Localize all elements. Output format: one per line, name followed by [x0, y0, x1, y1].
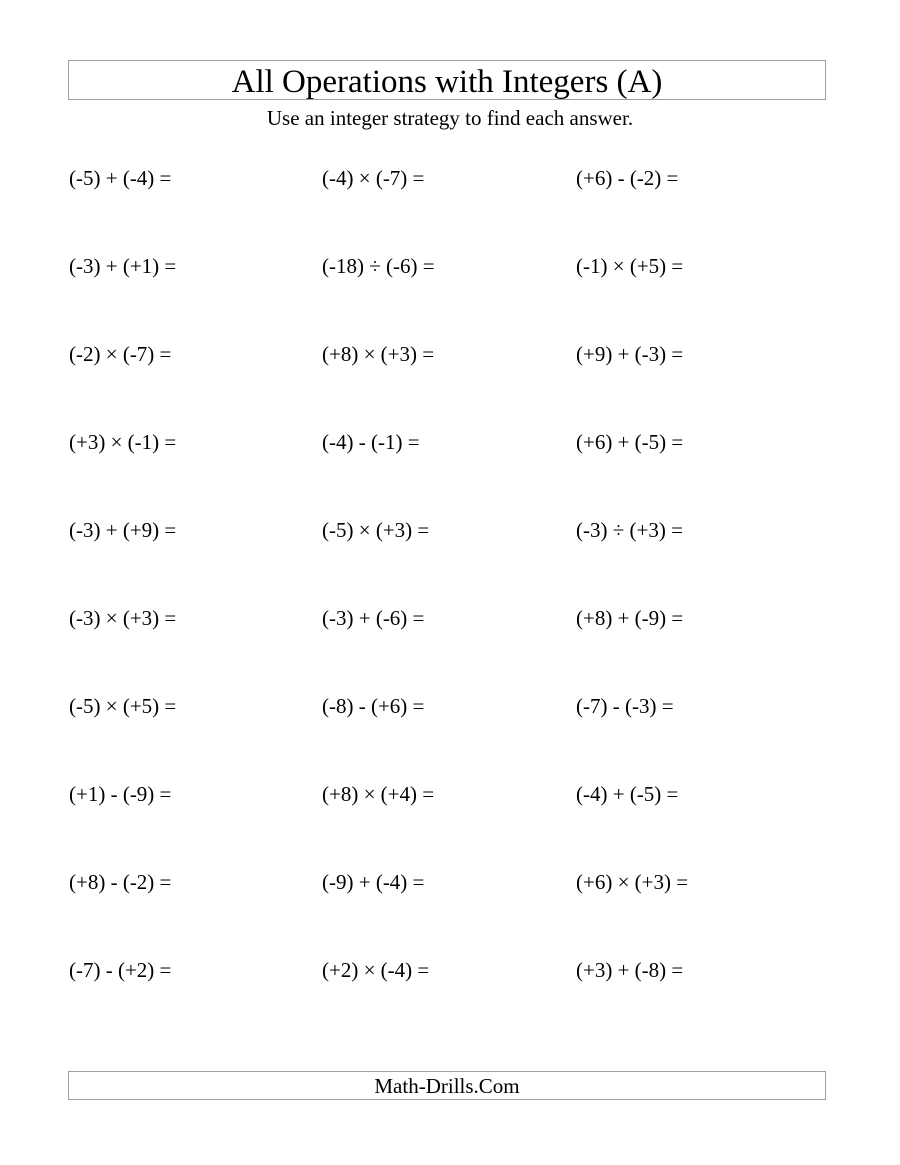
problem-3-3: (+9) + (-3) =: [576, 342, 684, 366]
worksheet-title: All Operations with Integers (A): [231, 64, 663, 100]
problem-7-2: (-8) - (+6) =: [322, 694, 425, 718]
problem-1-1: (-5) + (-4) =: [69, 166, 172, 190]
problem-5-3: (-3) ÷ (+3) =: [576, 518, 683, 542]
problem-5-1: (-3) + (+9) =: [69, 518, 177, 542]
problem-8-2: (+8) × (+4) =: [322, 782, 435, 806]
problem-4-3: (+6) + (-5) =: [576, 430, 684, 454]
problem-4-1: (+3) × (-1) =: [69, 430, 177, 454]
problem-9-3: (+6) × (+3) =: [576, 870, 689, 894]
problem-2-2: (-18) ÷ (-6) =: [322, 254, 435, 278]
problem-8-1: (+1) - (-9) =: [69, 782, 172, 806]
problem-6-3: (+8) + (-9) =: [576, 606, 684, 630]
problem-5-2: (-5) × (+3) =: [322, 518, 430, 542]
problem-2-1: (-3) + (+1) =: [69, 254, 177, 278]
problem-8-3: (-4) + (-5) =: [576, 782, 679, 806]
problem-3-2: (+8) × (+3) =: [322, 342, 435, 366]
problem-7-3: (-7) - (-3) =: [576, 694, 674, 718]
problem-1-2: (-4) × (-7) =: [322, 166, 425, 190]
problem-6-2: (-3) + (-6) =: [322, 606, 425, 630]
worksheet-title-box: [68, 60, 826, 100]
footer-box: [68, 1071, 826, 1100]
problem-10-3: (+3) + (-8) =: [576, 958, 684, 982]
problem-10-1: (-7) - (+2) =: [69, 958, 172, 982]
problem-10-2: (+2) × (-4) =: [322, 958, 430, 982]
worksheet-instructions: Use an integer strategy to find each answer.: [266, 106, 634, 130]
problem-7-1: (-5) × (+5) =: [69, 694, 177, 718]
problem-9-2: (-9) + (-4) =: [322, 870, 425, 894]
problem-6-1: (-3) × (+3) =: [69, 606, 177, 630]
problem-4-2: (-4) - (-1) =: [322, 430, 420, 454]
footer-site-name: Math-Drills.Com: [374, 1074, 520, 1098]
problem-2-3: (-1) × (+5) =: [576, 254, 684, 278]
problem-3-1: (-2) × (-7) =: [69, 342, 172, 366]
problem-1-3: (+6) - (-2) =: [576, 166, 679, 190]
problem-9-1: (+8) - (-2) =: [69, 870, 172, 894]
